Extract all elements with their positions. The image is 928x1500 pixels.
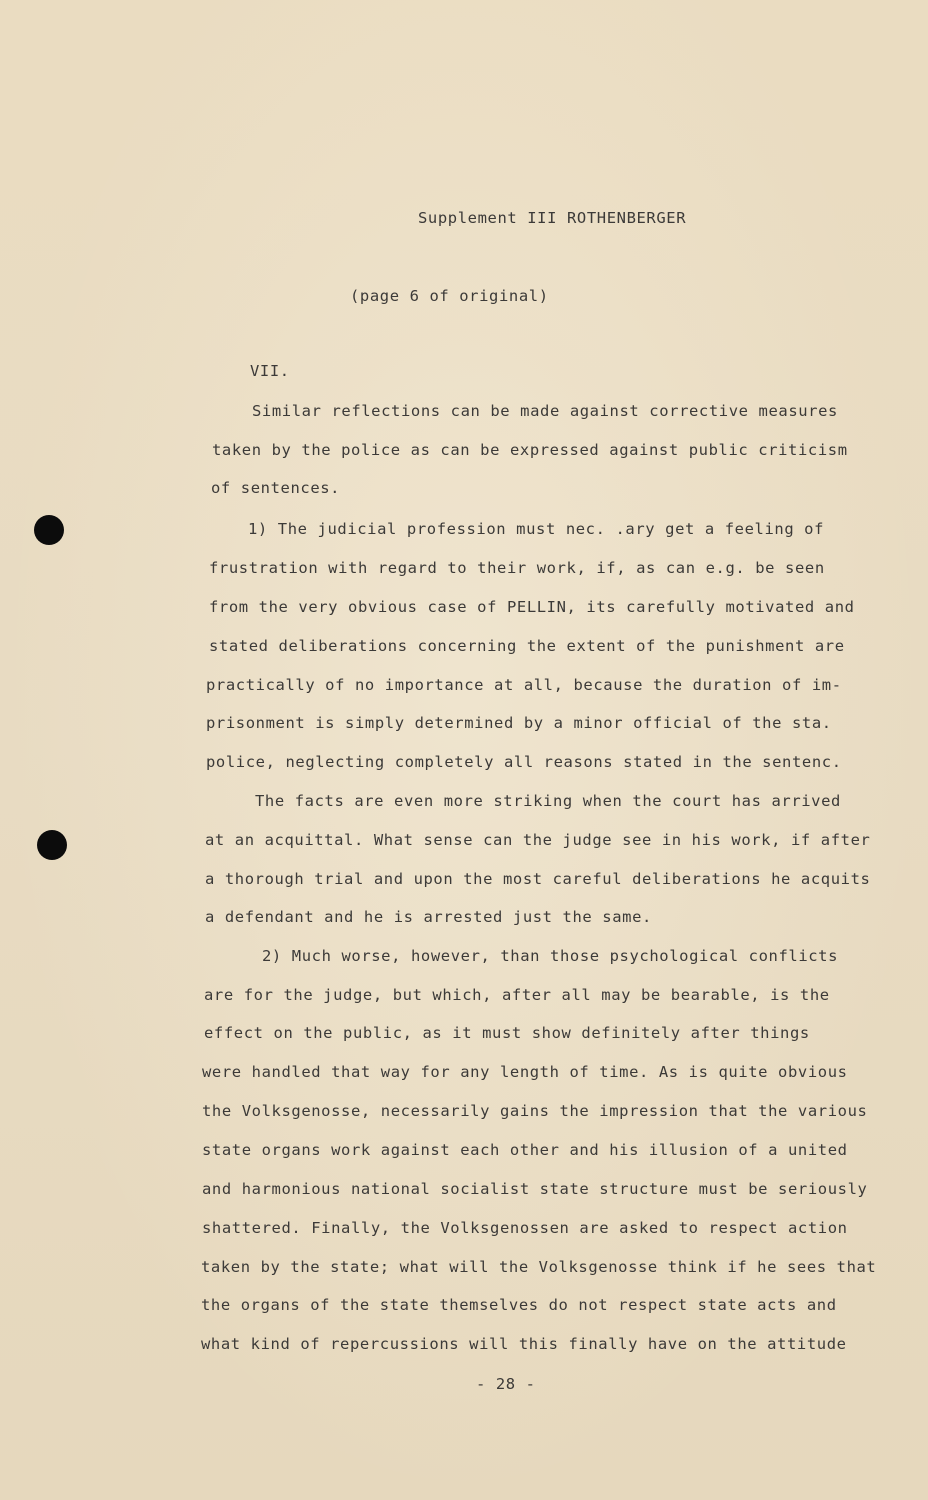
text-line: at an acquittal. What sense can the judge see in his work, if after: [205, 831, 871, 849]
text-line: stated deliberations concerning the extent of the punishment are: [209, 637, 845, 655]
text-line: The facts are even more striking when the court has arrived: [255, 792, 841, 810]
text-line: prisonment is simply determined by a minor official of the sta.: [206, 714, 832, 732]
text-line: taken by the state; what will the Volksgenosse think if he sees that: [201, 1258, 877, 1276]
punch-hole: [37, 830, 67, 860]
text-line: a defendant and he is arrested just the same.: [205, 908, 652, 926]
text-line: taken by the police as can be expressed against public criticism: [212, 441, 848, 459]
text-line: the organs of the state themselves do not respect state acts and: [201, 1296, 837, 1314]
text-line: shattered. Finally, the Volksgenossen are asked to respect action: [202, 1219, 848, 1237]
text-line: frustration with regard to their work, if, as can e.g. be seen: [209, 559, 825, 577]
text-line: state organs work against each other and his illusion of a united: [202, 1141, 848, 1159]
text-line: a thorough trial and upon the most careful deliberations he acquits: [205, 870, 871, 888]
document-header: Supplement III ROTHENBERGER: [418, 209, 687, 227]
text-line: and harmonious national socialist state structure must be seriously: [202, 1180, 868, 1198]
text-line: 1) The judicial profession must nec. .ary get a feeling of: [248, 520, 825, 538]
text-line: the Volksgenosse, necessarily gains the impression that the various: [202, 1102, 868, 1120]
text-line: what kind of repercussions will this finally have on the attitude: [201, 1335, 847, 1353]
text-line: were handled that way for any length of time. As is quite obvious: [202, 1063, 848, 1081]
punch-hole: [34, 515, 64, 545]
text-line: Similar reflections can be made against corrective measures: [252, 402, 838, 420]
text-line: practically of no importance at all, because the duration of im-: [206, 676, 842, 694]
page-reference: (page 6 of original): [350, 287, 549, 305]
text-line: 2) Much worse, however, than those psychological conflicts: [262, 947, 839, 965]
text-line: are for the judge, but which, after all may be bearable, is the: [204, 986, 830, 1004]
text-line: of sentences.: [211, 479, 341, 497]
page-number: - 28 -: [476, 1375, 536, 1393]
text-line: effect on the public, as it must show definitely after things: [204, 1024, 810, 1042]
text-line: from the very obvious case of PELLIN, its carefully motivated and: [209, 598, 855, 616]
text-line: police, neglecting completely all reasons stated in the sentenc.: [206, 753, 842, 771]
section-number: VII.: [250, 362, 290, 380]
